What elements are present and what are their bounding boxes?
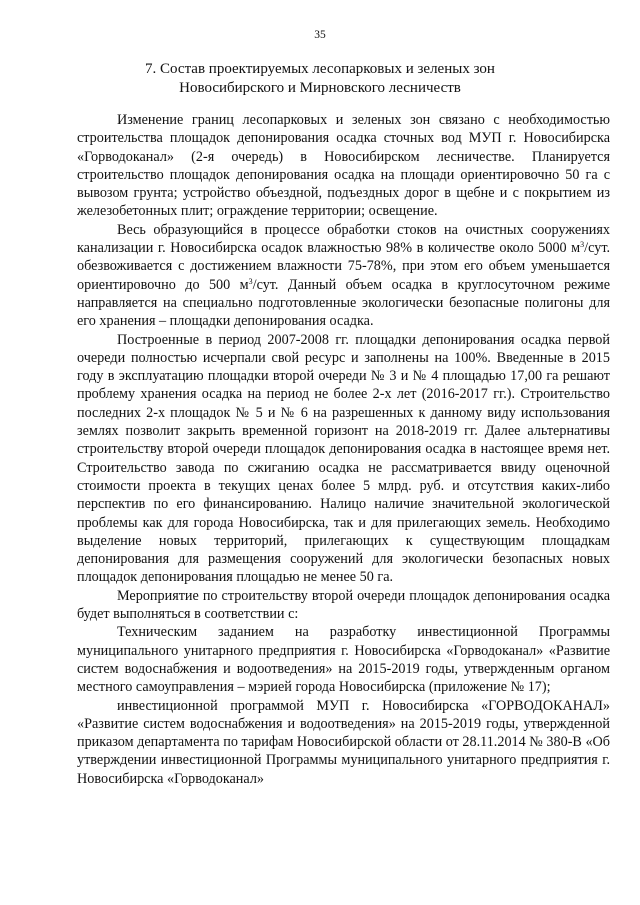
- cubic-superscript-2: 3: [248, 276, 253, 286]
- section-heading-line-1: 7. Состав проектируемых лесопарковых и зеленых зон: [145, 61, 495, 77]
- body-text: [77, 111, 610, 788]
- cubic-superscript-1: 3: [580, 240, 585, 250]
- paragraph-measures-intro: Мероприятие по строительству второй очереди площадок депонирования осадка будет выполняться в соответствии с:: [77, 587, 610, 623]
- paragraph-investment-program: инвестиционной программой МУП г. Новосибирска «ГОРВОДОКАНАЛ» «Развитие систем водоснабжения и водоотведения» на 2015-2019 годы, утвержденной приказом департамента по тарифам Новосибирской области от 28.11.2014 № 380-В «Об утверждении инвестиционной Программы муниципального унитарного предприятия г. Новосибирска «Горводоканал»: [77, 697, 610, 787]
- paragraph-deposition-sites: Построенные в период 2007-2008 гг. площадки депонирования осадка первой очереди полностью исчерпали свой ресурс и заполнены на 100%. Введенные в 2015 году в эксплуатацию площадки второй очереди № 3 и № 4 площадью 17,00 га решают проблему хранения осадка на период не более 2-х лет (2016-2017 гг.). Строительство последних 2-х площадок № 5 и № 6 на разрешенных к данному виду использования землях позволит закрыть временной горизонт на 2018-2019 гг. Далее альтернативы строительству второй очереди площадок депонирования осадка в настоящее время нет. Строительство завода по сжиганию осадка не рассматривается ввиду оценочной стоимости проекта в текущих ценах более 5 млрд. руб. и отсутствия каких-либо перспектив по его финансированию. Налицо наличие значительной экологической проблемы как для города Новосибирска, так и для прилегающих земель. Необходимо выделение новых территорий, прилегающих к существующим площадкам депонирования для размещения сооружений для экологически безопасных новых площадок депонирования площадью не менее 50 га.: [77, 331, 610, 586]
- sludge-volume-text-1: Весь образующийся в процессе обработки стоков на очистных сооружениях канализации г. Новосибирска осадок влажностью 98% в количестве около 5000 м: [77, 221, 610, 257]
- section-heading: [90, 60, 550, 97]
- section-heading-line-2: Новосибирского и Мирновского лесничеств: [179, 79, 461, 96]
- sludge-volume-text-2: /сут. обезвоживается с достижением влажности 75-78%, при этом его объем уменьшается ориентировочно до 500 м: [77, 240, 610, 293]
- sludge-volume-text-3: /сут. Данный объем осадка в круглосуточном режиме направляется на специально подготовленные экологически безопасные полигоны для его хранения – площадки депонирования осадка.: [77, 276, 610, 330]
- paragraph-sludge-volume: [77, 221, 610, 331]
- paragraph-technical-assignment: Техническим заданием на разработку инвестиционной Программы муниципального унитарного предприятия г. Новосибирска «Горводоканал» «Развитие систем водоснабжения и водоотведения» на 2015-2019 годы, утвержденным органом местного самоуправления – мэрией города Новосибирска (приложение № 17);: [77, 624, 610, 696]
- page-number: 35: [314, 29, 326, 41]
- paragraph-boundary-change: Изменение границ лесопарковых и зеленых зон связано с необходимостью строительства площадок депонирования осадка сточных вод МУП г. Новосибирска «Горводоканал» (2-я очередь) в Новосибирском лесничестве. Планируется строительство площадок депонирования осадка на площади ориентировочно 50 га с вывозом грунта; устройство объездной, подъездных дорог в щебне и с покрытием из железобетонных плит; ограждение территории; освещение.: [77, 112, 610, 220]
